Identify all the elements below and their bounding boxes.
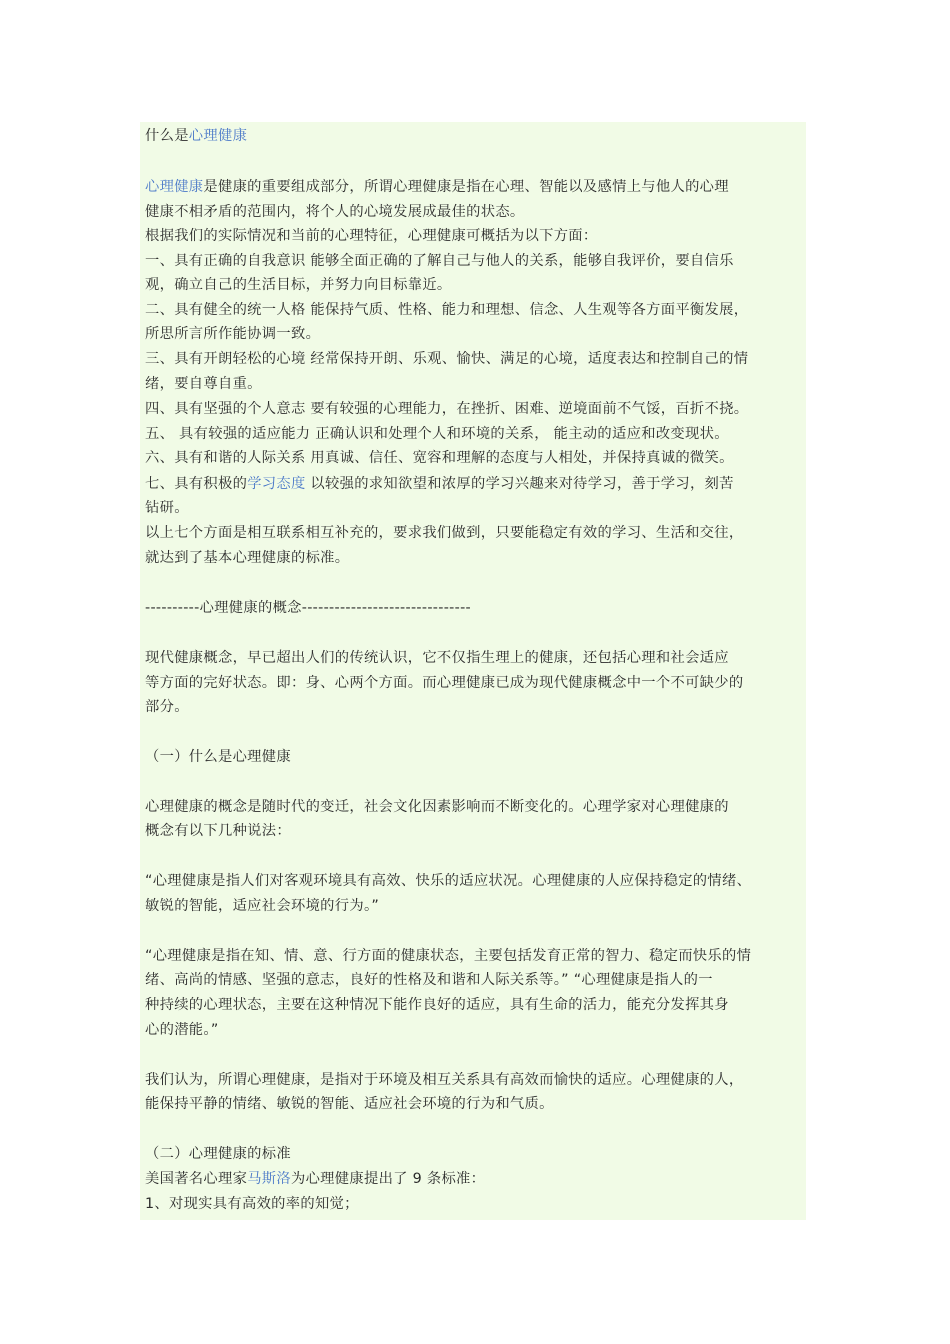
quote-2-line-3: 种持续的心理状态，主要在这种情况下能作良好的适应，具有生命的活力，能充分发挥其身 bbox=[145, 997, 729, 1013]
point-2-line-1: 二、具有健全的统一人格 能保持气质、性格、能力和理想、信念、人生观等各方面平衡发展， bbox=[145, 302, 749, 318]
quote-1-line-1: “心理健康是指人们对客观环境具有高效、快乐的适应状况。心理健康的人应保持稳定的情绪、 bbox=[145, 873, 752, 889]
section-divider: ----------心理健康的概念------------------------------- bbox=[145, 600, 471, 616]
quote-2-line-4: 心的潜能。” bbox=[145, 1022, 219, 1038]
intro-line-3: 根据我们的实际情况和当前的心理特征，心理健康可概括为以下方面： bbox=[145, 228, 598, 244]
point-3-line-2: 绪，要自尊自重。 bbox=[145, 376, 262, 392]
point-2-line-2: 所思所言所作能协调一致。 bbox=[145, 326, 321, 342]
concept-line-1: 现代健康概念，早已超出人们的传统认识，它不仅指生理上的健康，还包括心理和社会适应 bbox=[145, 650, 729, 666]
point-4: 四、具有坚强的个人意志 要有较强的心理能力，在挫折、困难、逆境面前不气馁，百折不挠。 bbox=[145, 401, 749, 417]
concept-line-3: 部分。 bbox=[145, 699, 189, 715]
section-1-para-2-line-2: 能保持平静的情绪、敏锐的智能、适应社会环境的行为和气质。 bbox=[145, 1096, 554, 1112]
standard-item-1: 1、对现实具有高效的率的知觉； bbox=[145, 1196, 359, 1212]
learning-attitude-link[interactable]: 学习态度 bbox=[247, 476, 306, 492]
point-7-line-1: 七、具有积极的学习态度 以较强的求知欲望和浓厚的学习兴趣来对待学习，善于学习，刻苦 bbox=[145, 476, 734, 492]
maslow-link[interactable]: 马斯洛 bbox=[247, 1171, 291, 1187]
point-7-line-2: 钻研。 bbox=[145, 500, 189, 516]
section-1-para-2-line-1: 我们认为，所谓心理健康，是指对于环境及相互关系具有高效而愉快的适应。心理健康的人， bbox=[145, 1072, 744, 1088]
section-1-title: （一）什么是心理健康 bbox=[145, 749, 291, 765]
summary-line-1: 以上七个方面是相互联系相互补充的，要求我们做到，只要能稳定有效的学习、生活和交往， bbox=[145, 525, 744, 541]
intro-line-1: 心理健康是健康的重要组成部分，所谓心理健康是指在心理、智能以及感情上与他人的心理 bbox=[145, 179, 729, 195]
quote-2-line-1: “心理健康是指在知、情、意、行方面的健康状态，主要包括发育正常的智力、稳定而快乐的情 bbox=[145, 948, 752, 964]
intro-line-2: 健康不相矛盾的范围内，将个人的心境发展成最佳的状态。 bbox=[145, 204, 525, 220]
quote-2-line-2: 绪、高尚的情感、坚强的意志，良好的性格及和谐和人际关系等。” “心理健康是指人的一 bbox=[145, 972, 713, 988]
summary-line-2: 就达到了基本心理健康的标准。 bbox=[145, 550, 350, 566]
point-5: 五、 具有较强的适应能力 正确认识和处理个人和环境的关系， 能主动的适应和改变现状。 bbox=[145, 426, 729, 442]
section-2-title: （二）心理健康的标准 bbox=[145, 1146, 291, 1162]
quote-1-line-2: 敏锐的智能，适应社会环境的行为。” bbox=[145, 898, 380, 914]
point-1-line-2: 观，确立自己的生活目标，并努力向目标靠近。 bbox=[145, 277, 452, 293]
intro-link[interactable]: 心理健康 bbox=[145, 179, 204, 195]
heading-link[interactable]: 心理健康 bbox=[188, 128, 248, 144]
point-3-line-1: 三、具有开朗轻松的心境 经常保持开朗、乐观、愉快、满足的心境，适度表达和控制自己的情 bbox=[145, 351, 749, 367]
section-2-intro: 美国著名心理家马斯洛为心理健康提出了 9 条标准： bbox=[145, 1171, 486, 1187]
concept-line-2: 等方面的完好状态。即：身、心两个方面。而心理健康已成为现代健康概念中一个不可缺少的 bbox=[145, 675, 744, 691]
point-6: 六、具有和谐的人际关系 用真诚、信任、宽容和理解的态度与人相处，并保持真诚的微笑。 bbox=[145, 450, 734, 466]
section-1-para-1-line-2: 概念有以下几种说法： bbox=[145, 823, 291, 839]
section-1-para-1-line-1: 心理健康的概念是随时代的变迁，社会文化因素影响而不断变化的。心理学家对心理健康的 bbox=[145, 799, 729, 815]
heading: 什么是心理健康 bbox=[145, 128, 248, 144]
point-1-line-1: 一、具有正确的自我意识 能够全面正确的了解自己与他人的关系，能够自我评价，要自信乐 bbox=[145, 253, 734, 269]
